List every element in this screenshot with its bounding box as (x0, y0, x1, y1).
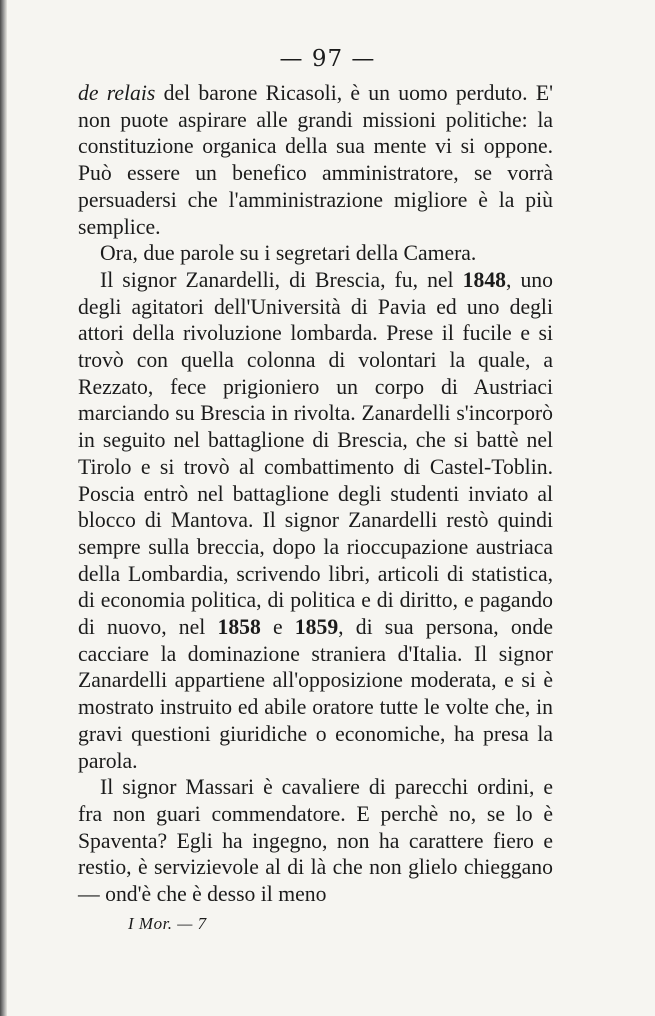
page-binding-edge (0, 0, 7, 1016)
page-body-text (78, 80, 553, 908)
bold-year: 1848 (462, 267, 506, 292)
bold-year: 1859 (294, 615, 339, 640)
paragraph (78, 267, 553, 774)
text-run: del barone Ricasoli, è un uomo perduto. E' non puote aspirare alle grandi missioni politiche: la constituzione organica della sua mente vi si oppone. Può essere un benefico amministratore, se vorrà persuadersi che l'amministrazione migliore è la più semplice. (78, 81, 553, 239)
text-run: Il signor Zanardelli, di Brescia, fu, nel (100, 267, 463, 292)
text-run: e (260, 615, 295, 640)
text-run: Il signor Massari è cavaliere di parecchi ordini, e fra non guari commendatore. E perchè no, se lo è Spaventa? Egli ha ingegno, non ha carattere fiero e restio, è servizievole al di là che non glielo chieggano — ond'è che è desso il meno (78, 775, 553, 907)
paragraph (78, 774, 553, 908)
printer-signature-mark: I Mor. — 7 (128, 914, 207, 933)
text-run: , uno degli agitatori dell'Università di Pavia ed uno degli attori della rivoluzione lombarda. Prese il fucile e si trovò con quella colonna di volontari la quale, a Rezzato, fece prigioniero un corpo di Austriaci marciando su Brescia in rivolta. Zanardelli s'incorporò in seguito nel battaglione di Brescia, che si battè nel Tirolo e si trovò al combattimento di Castel-Toblin. Poscia entrò nel battaglione degli studenti inviato al blocco di Mantova. Il signor Zanardelli restò quindi sempre sulla breccia, dopo la rioccupazione austriaca della Lombardia, scrivendo libri, articoli di statistica, di economia politica, di politica e di diritto, e pagando di nuovo, nel (78, 267, 553, 640)
text-run: Ora, due parole su i segretari della Camera. (100, 241, 477, 266)
text-run: , di sua persona, onde cacciare la dominazione straniera d'Italia. Il signor Zanardelli appartiene all'opposizione moderata, e si è mostrato instruito ed abile oratore tutte le volte che, in gravi questioni giuridiche o economiche, ha presa la parola. (78, 615, 553, 773)
bold-year: 1858 (217, 615, 261, 640)
page-number: — 97 — (279, 46, 376, 72)
paragraph (78, 240, 553, 267)
paragraph (78, 80, 553, 240)
italic-text: de relais (78, 81, 156, 105)
